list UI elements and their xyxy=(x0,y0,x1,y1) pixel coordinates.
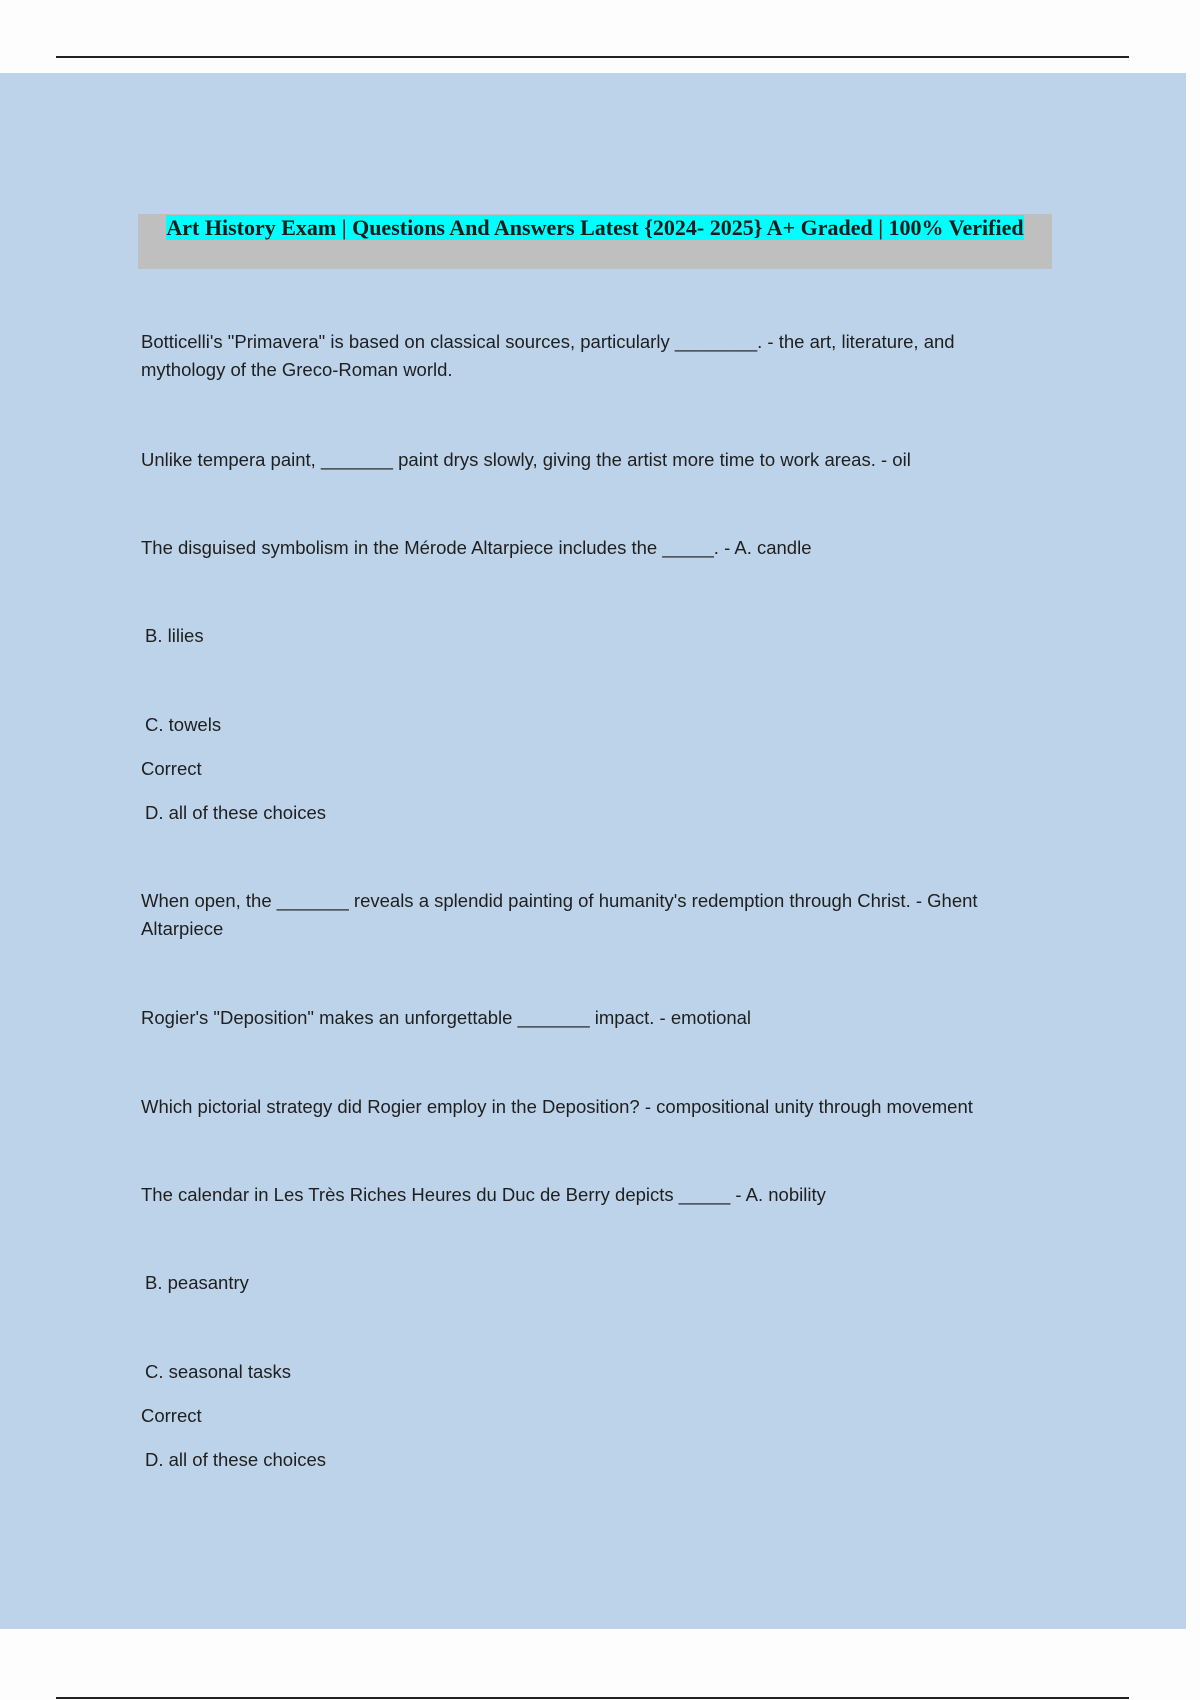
qa-merode-option-c: C. towels xyxy=(145,714,222,735)
document-title-bar xyxy=(138,214,1052,269)
qa-deposition-strategy: Which pictorial strategy did Rogier employ in the Deposition? - compositional unity through movement xyxy=(141,1096,973,1117)
qa-tres-riches-heures: The calendar in Les Très Riches Heures du Duc de Berry depicts _____ - A. nobility xyxy=(141,1184,826,1205)
qa-merode-correct: Correct xyxy=(141,758,202,779)
qa-oil-paint: Unlike tempera paint, _______ paint drys slowly, giving the artist more time to work areas. - oil xyxy=(141,449,911,470)
qa-tres-riches-option-d: D. all of these choices xyxy=(145,1449,326,1470)
qa-primavera: Botticelli's "Primavera" is based on classical sources, particularly ________. - the art, literature, and mythology of the Greco-Roman world. xyxy=(141,331,955,380)
header-rule xyxy=(56,56,1129,58)
qa-tres-riches-correct: Correct xyxy=(141,1405,202,1426)
qa-ghent-altarpiece: When open, the _______ reveals a splendid painting of humanity's redemption through Christ. - Ghent Altarpiece xyxy=(141,890,978,939)
qa-merode-option-d: D. all of these choices xyxy=(145,802,326,823)
qa-merode-option-b: B. lilies xyxy=(145,625,204,646)
qa-merode-altarpiece: The disguised symbolism in the Mérode Altarpiece includes the _____. - A. candle xyxy=(141,537,812,558)
document-title: Art History Exam | Questions And Answers Latest {2024- 2025} A+ Graded | 100% Verified xyxy=(166,215,1024,240)
qa-tres-riches-option-b: B. peasantry xyxy=(145,1272,249,1293)
page-background xyxy=(0,73,1186,1629)
qa-tres-riches-option-c: C. seasonal tasks xyxy=(145,1361,292,1382)
footer-rule xyxy=(56,1697,1129,1699)
qa-deposition-impact: Rogier's "Deposition" makes an unforgettable _______ impact. - emotional xyxy=(141,1007,752,1028)
